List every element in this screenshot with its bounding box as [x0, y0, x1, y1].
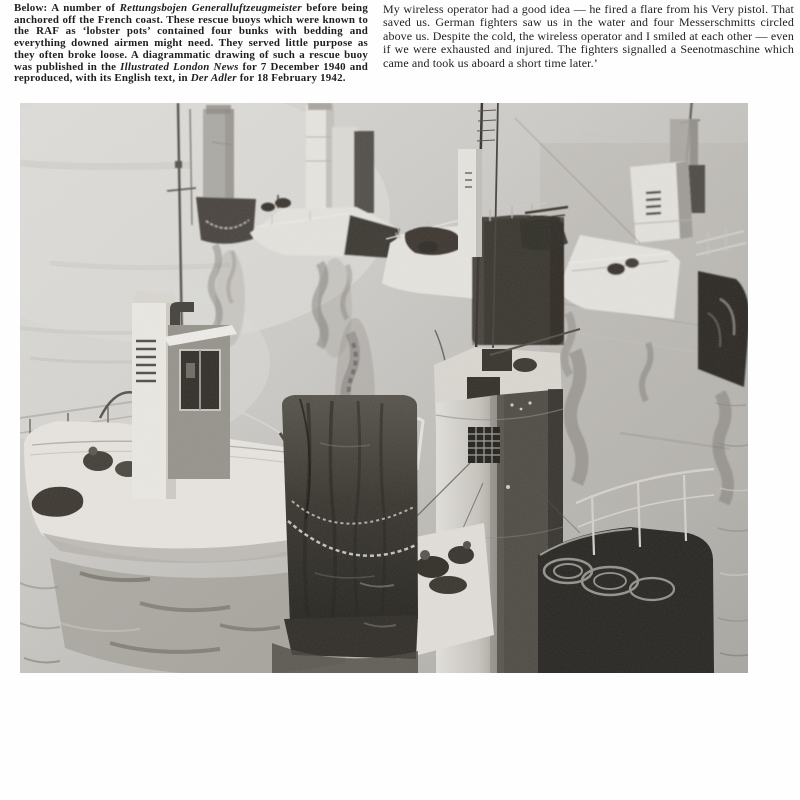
caption-text-4: for 18 February 1942. — [236, 72, 346, 85]
film-grain-overlay — [20, 103, 748, 673]
caption-italic-rettungsbojen: Rettungsbojen Generalluftzeugmeister — [119, 2, 302, 14]
photo-caption — [14, 3, 368, 85]
caption-text-3: for 7 December 1940 and reproduced, with its English text, in — [14, 60, 368, 85]
caption-italic-illustrated-london-news: Illustrated London News — [120, 60, 239, 73]
caption-text-2: before being anchored off the French coast. These rescue buoys which were known to the RAF as ‘lobster pots’ contained four bunks with bedding and everything downed airmen might need. They served little purpose as they often broke loose. A diagrammatic drawing of such a rescue buoy was published in the — [14, 2, 368, 73]
caption-text-1: Below: A number of — [14, 2, 120, 14]
photo-rescue-buoys — [20, 103, 748, 673]
photo-canvas — [20, 103, 748, 673]
body-text-quote: My wireless operator had a good idea — he fired a flare from his Very pistol. That saved us. German fighters saw us in the water and four Messerschmitts circled above us. Despite the cold, the wireless operator and I smiled at each other — even if we were exhausted and injured. The fighters signalled a Seenotmaschine which came and took us aboard a short time later.’ — [383, 2, 794, 70]
caption-italic-der-adler: Der Adler — [190, 72, 237, 85]
